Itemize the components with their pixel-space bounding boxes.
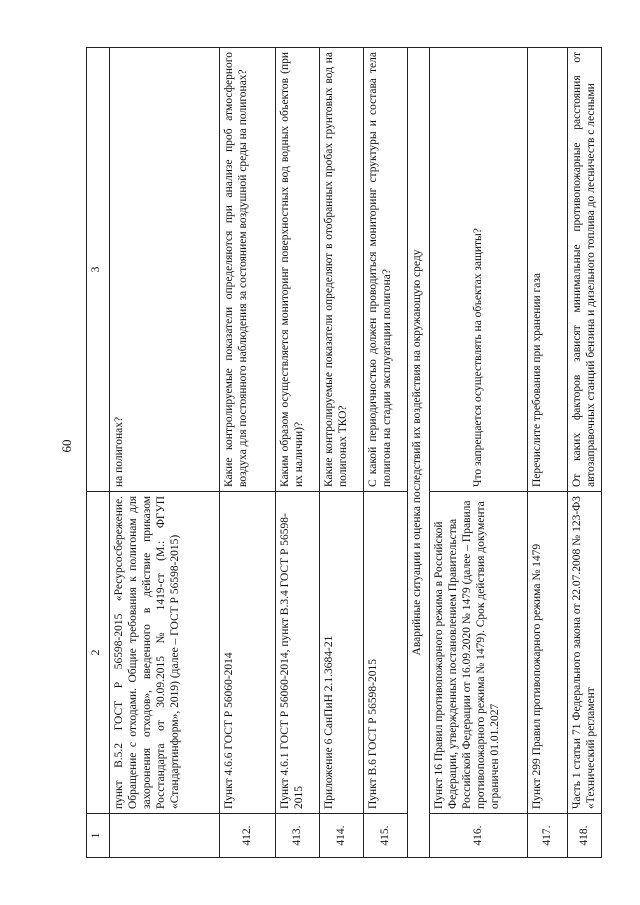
row-question: Перечислите требования при хранении газа — [528, 48, 568, 492]
row-source: пункт В.5.2 ГОСТ Р 56598-2015 «Ресурсосбережение. Обращение с отходами. Общие требования к полигонам для захоронения отходов», введенного в действие приказом Росстандарта от 30.09.2015 № 1419-ст (М.: ФГУП «Стандартинформ», 2019) (далее – ГОСТ Р 56598-2015) — [110, 492, 220, 814]
row-number: 412. — [220, 814, 276, 858]
header-col-1: 1 — [87, 814, 110, 858]
row-source: Приложение 6 СанПиН 2.1.3684-21 — [320, 492, 364, 814]
section-row — [408, 48, 430, 858]
page-number: 60 — [59, 439, 74, 453]
row-question: От каких факторов зависят минимальные противопожарные расстояния от автозаправочных станций бензина и дизельного топлива до лесничеств с лесными — [568, 48, 602, 492]
row-question: Какие контролируемые показатели определяются при анализе проб атмосферного воздуха для постоянного наблюдения за состоянием воздушной среды на полигонах? — [220, 48, 276, 492]
table-row — [110, 48, 220, 858]
requirements-table — [86, 47, 602, 858]
row-question: Какие контролируемые показатели определяют в отобранных пробах грунтовых вод на полигонах ТКО? — [320, 48, 364, 492]
header-col-3: 3 — [87, 48, 110, 492]
row-source: Пункт 4.6.1 ГОСТ Р 56060-2014, пункт В.3.4 ГОСТ Р 56598-2015 — [276, 492, 320, 814]
table-header-row — [87, 48, 110, 858]
table-row — [430, 48, 528, 858]
row-number: 415. — [364, 814, 408, 858]
table-row — [364, 48, 408, 858]
row-source: Пункт 299 Правил противопожарного режима № 1479 — [528, 492, 568, 814]
row-source: Пункт 4.6.6 ГОСТ Р 56060-2014 — [220, 492, 276, 814]
section-title: Аварийные ситуации и оценка последствий их воздействия на окружающую среду — [408, 48, 430, 858]
table-row — [220, 48, 276, 858]
table-row — [568, 48, 602, 858]
table-row — [276, 48, 320, 858]
header-col-2: 2 — [87, 492, 110, 814]
row-number — [110, 814, 220, 858]
row-number: 416. — [430, 814, 528, 858]
row-number: 414. — [320, 814, 364, 858]
rotated-page — [86, 48, 614, 858]
table-row — [528, 48, 568, 858]
row-question: Что запрещается осуществлять на объектах защиты? — [430, 48, 528, 492]
row-question: на полигонах? — [110, 48, 220, 492]
row-source: Пункт 16 Правил противопожарного режима в Российской Федерации, утвержденных постановлением Правительства Российской Федерации от 16.09.2020 № 1479 (далее – Правила противопожарного режима № 1479). Срок действия документа ограничен 01.01.2027 — [430, 492, 528, 814]
row-question: Каким образом осуществляется мониторинг поверхностных вод водных объектов (при их наличии)? — [276, 48, 320, 492]
row-number: 418. — [568, 814, 602, 858]
row-source: Пункт В.6 ГОСТ Р 56598-2015 — [364, 492, 408, 814]
row-question: С какой периодичностью должен проводиться мониторинг структуры и состава тела полигона на стадии эксплуатации полигона? — [364, 48, 408, 492]
table-row — [320, 48, 364, 858]
row-number: 413. — [276, 814, 320, 858]
row-source: Часть 1 статьи 71 Федерального закона от 22.07.2008 № 123-ФЗ «Технический регламент — [568, 492, 602, 814]
row-number: 417. — [528, 814, 568, 858]
